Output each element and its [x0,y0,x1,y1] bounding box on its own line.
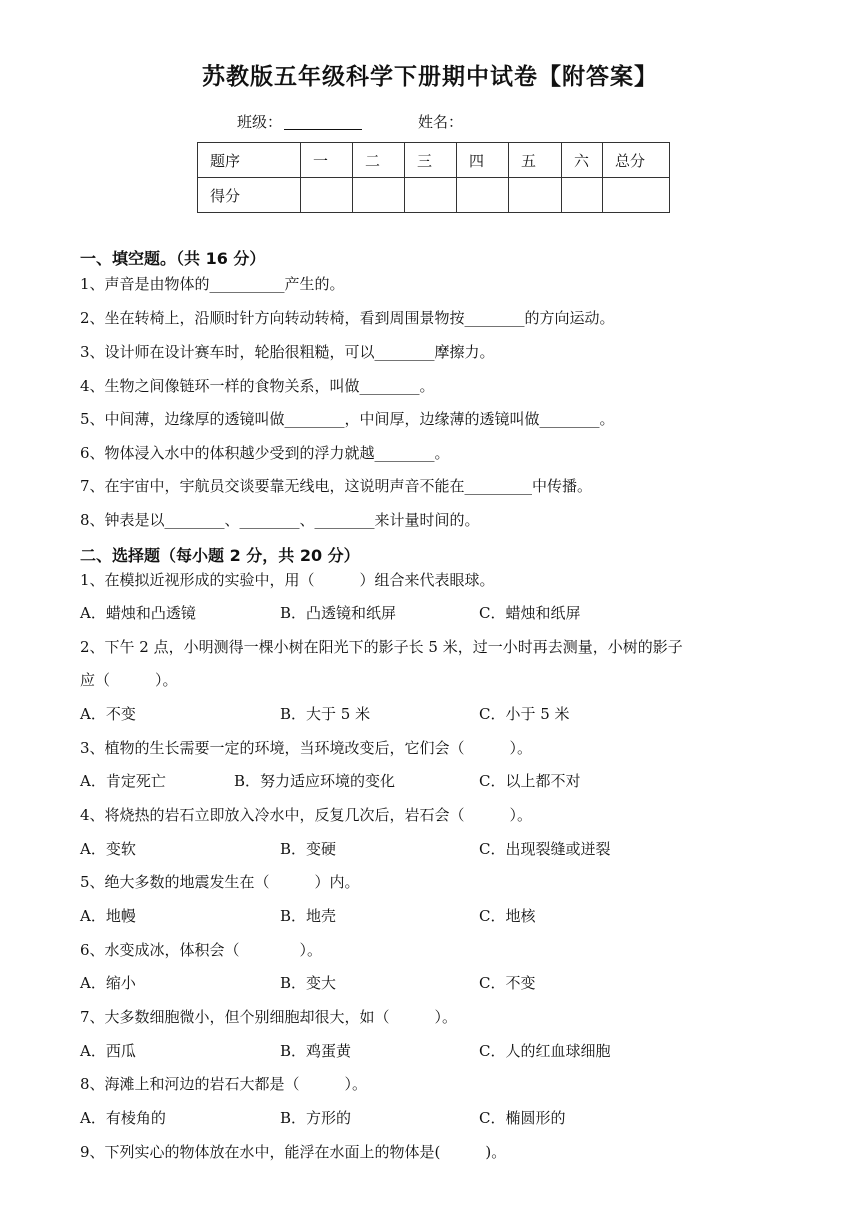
choice-question: 5、绝大多数的地震发生在（ ）内。 [80,873,360,891]
fill-question: 4、生物之间像链环一样的食物关系，叫做________。 [80,377,435,395]
score-cell[interactable] [562,178,603,213]
option-b: B．大于 5 米 [280,705,371,723]
option-c: C．人的红血球细胞 [479,1042,611,1060]
choice-question: 9、下列实心的物体放在水中，能浮在水面上的物体是( )。 [80,1143,507,1161]
fill-question: 3、设计师在设计赛车时，轮胎很粗糙，可以________摩擦力。 [80,343,495,361]
choice-question: 1、在模拟近视形成的实验中，用（ ）组合来代表眼球。 [80,571,495,589]
score-header-row [198,143,670,178]
option-b: B．方形的 [280,1109,352,1127]
option-c: C．椭圆形的 [479,1109,566,1127]
fill-question: 8、钟表是以________、________、________来计量时间的。 [80,511,480,529]
score-cell[interactable] [457,178,509,213]
option-a: A．不变 [80,705,136,723]
choice-question: 6、水变成冰，体积会（ ）。 [80,941,323,959]
option-c: C．蜡烛和纸屏 [479,604,581,622]
option-c: C．地核 [479,907,536,925]
option-b: B．变大 [280,974,337,992]
choice-question-cont: 应（ ）。 [80,671,178,689]
header-cell: 五 [509,143,562,178]
class-blank[interactable] [284,113,362,130]
page-title: 苏教版五年级科学下册期中试卷【附答案】 [202,64,658,90]
choice-question: 7、大多数细胞微小，但个别细胞却很大，如（ ）。 [80,1008,458,1026]
option-a: A．缩小 [80,974,136,992]
option-b: B．鸡蛋黄 [280,1042,352,1060]
option-c: C．出现裂缝或迸裂 [479,840,611,858]
option-a: A．肯定死亡 [80,772,166,790]
choice-question: 4、将烧热的岩石立即放入冷水中，反复几次后，岩石会（ ）。 [80,806,533,824]
choice-question: 3、植物的生长需要一定的环境，当环境改变后，它们会（ ）。 [80,739,533,757]
option-c: C．不变 [479,974,536,992]
header-cell: 六 [562,143,603,178]
fill-question: 7、在宇宙中，宇航员交谈要靠无线电，这说明声音不能在_________中传播。 [80,477,593,495]
score-cell[interactable] [603,178,670,213]
option-b: B．凸透镜和纸屏 [280,604,397,622]
section-heading-choice: 二、选择题（每小题 2 分，共 20 分） [80,546,360,565]
option-a: A．西瓜 [80,1042,136,1060]
name-label: 姓名： [418,113,464,131]
fill-question: 6、物体浸入水中的体积越少受到的浮力就越________。 [80,444,450,462]
class-label: 班级： [237,113,283,131]
score-row [198,178,670,213]
score-cell[interactable] [353,178,405,213]
section-heading-fill: 一、填空题。（共 16 分） [80,249,266,268]
class-field [237,111,362,132]
option-b: B．变硬 [280,840,337,858]
option-c: C．以上都不对 [479,772,581,790]
option-b: B．努力适应环境的变化 [234,772,396,790]
score-table [197,142,670,213]
choice-question: 2、下午 2 点，小明测得一棵小树在阳光下的影子长 5 米，过一小时再去测量，小树的影子 [80,638,683,656]
score-cell[interactable] [301,178,353,213]
option-b: B．地壳 [280,907,337,925]
option-a: A．有棱角的 [80,1109,166,1127]
header-cell: 四 [457,143,509,178]
header-cell: 总分 [603,143,670,178]
header-cell: 一 [301,143,353,178]
header-cell: 二 [353,143,405,178]
choice-question: 8、海滩上和河边的岩石大都是（ ）。 [80,1075,368,1093]
option-a: A．变软 [80,840,136,858]
score-cell[interactable] [405,178,457,213]
header-cell: 三 [405,143,457,178]
option-c: C．小于 5 米 [479,705,570,723]
fill-question: 1、声音是由物体的__________产生的。 [80,275,345,293]
name-field [418,111,463,132]
score-cell[interactable] [509,178,562,213]
header-cell: 题序 [198,143,301,178]
option-a: A．蜡烛和凸透镜 [80,604,196,622]
fill-question: 2、坐在转椅上，沿顺时针方向转动转椅，看到周围景物按________的方向运动。 [80,309,615,327]
fill-question: 5、中间薄，边缘厚的透镜叫做________，中间厚，边缘薄的透镜叫做________。 [80,410,615,428]
option-a: A．地幔 [80,907,136,925]
score-row-label: 得分 [198,178,301,213]
